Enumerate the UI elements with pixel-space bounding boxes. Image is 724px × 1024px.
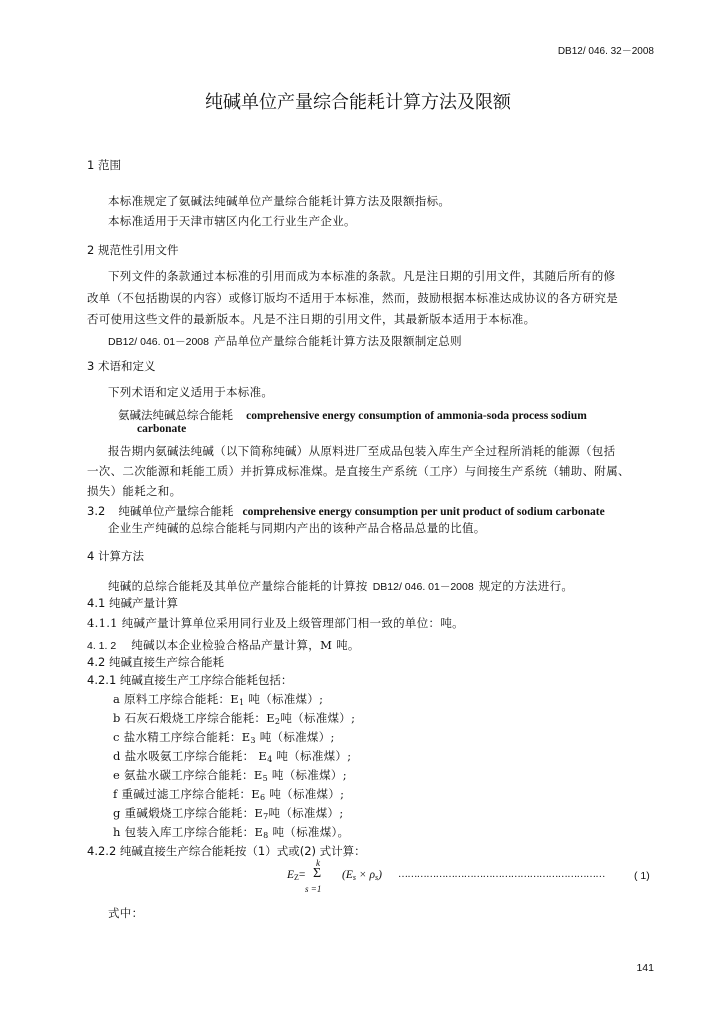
list-item: f 重碱过滤工序综合能耗：$E_6$ 吨（标准煤）; (113, 787, 345, 802)
section-3-heading: 3 术语和定义 (87, 359, 156, 373)
term-2-chinese: 纯碱单位产量综合能耗 (118, 504, 234, 518)
clause-4-1-2-number: 4. 1. 2 (87, 640, 117, 652)
clause-4-1-2-text: 纯碱以本企业检验合格品产量计算，M 吨。 (131, 638, 360, 652)
section-4-intro (108, 575, 573, 594)
page-title: 纯碱单位产量综合能耗计算方法及限额 (205, 92, 511, 113)
sum-upper-limit: k (316, 858, 320, 868)
doc-code: DB12/ 046. 32－2008 (557, 46, 654, 57)
list-item: b 石灰石煅烧工序综合能耗：$E_2$吨（标准煤）; (113, 711, 356, 726)
section-4-intro-code: DB12/ 046. 01－2008 (372, 581, 474, 593)
clause-4-2-2-heading: 4.2.2 纯碱直接生产综合能耗按（1）式或(2) 式计算： (87, 844, 366, 858)
term-1-def-line-3: 损失）能耗之和。 (87, 484, 182, 498)
section-4-heading: 4 计算方法 (87, 549, 144, 563)
section-1-para-1: 本标准规定了氨碱法纯碱单位产量综合能耗计算方法及限额指标。 (108, 194, 451, 208)
section-2-heading: 2 规范性引用文件 (87, 243, 179, 257)
clause-4-1-1: 4.1.1 纯碱产量计算单位采用同行业及上级管理部门相一致的单位：吨。 (87, 616, 464, 630)
list-item: e 氨盐水碳工序综合能耗：$E_5$ 吨（标准煤）; (113, 768, 347, 783)
term-2-number: 3.2 (87, 504, 106, 518)
section-4-intro-a: 纯碱的总综合能耗及其单位产量综合能耗的计算按 (108, 579, 368, 593)
list-item: a 原料工序综合能耗：$E_1$ 吨（标准煤）; (113, 692, 324, 707)
clause-4-2-heading: 4.2 纯碱直接生产综合能耗 (87, 655, 224, 669)
term-2-definition: 企业生产纯碱的总综合能耗与同期内产出的该种产品合格品总量的比值。 (108, 521, 486, 535)
term-2-title (87, 500, 605, 519)
term-2-english: comprehensive energy consumption per unit product of sodium carbonate (242, 506, 605, 518)
term-1-title (118, 404, 587, 423)
section-1-para-2: 本标准适用于天津市辖区内化工行业生产企业。 (108, 214, 356, 228)
term-1-def-line-2: 一次、二次能源和耗能工质）并折算成标准煤。是直接生产系统（工序）与间接生产系统（辅助、附属、 (87, 464, 630, 478)
term-1-english-cont: carbonate (137, 423, 187, 435)
section-2-reference (108, 330, 462, 349)
formula-body: $(E_s \times \rho_s)$ (342, 869, 382, 882)
section-2-para-line-3: 否可使用这些文件的最新版本。凡是不注日期的引用文件，其最新版本适用于本标准。 (87, 312, 536, 326)
list-item: c 盐水精工序综合能耗：$E_3$ 吨（标准煤）; (113, 730, 335, 745)
section-2-para-line-1: 下列文件的条款通过本标准的引用而成为本标准的条款。凡是注日期的引用文件，其随后所有的修 (108, 269, 616, 283)
section-2-para-line-2: 改单（不包括勘误的内容）或修订版均不适用于本标准，然而，鼓励根据本标准达成协议的各方研究是 (87, 291, 618, 305)
clause-4-1-heading: 4.1 纯碱产量计算 (87, 596, 178, 610)
reference-title: 产品单位产量综合能耗计算方法及限额制定总则 (214, 334, 462, 348)
formula-leader-dots: ………………………………………………………… (398, 869, 605, 880)
term-1-def-line-1: 报告期内氨碱法纯碱（以下简称纯碱）从原料进厂至成品包装入库生产全过程所消耗的能源（包括 (108, 444, 616, 458)
sum-lower-limit: s =1 (305, 884, 322, 894)
term-1-english: comprehensive energy consumption of ammonia-soda process sodium (246, 410, 587, 422)
formula-number: ( 1) (634, 870, 650, 882)
section-3-intro: 下列术语和定义适用于本标准。 (108, 385, 274, 399)
reference-code: DB12/ 046. 01－2008 (108, 336, 209, 348)
list-item: h 包装入库工序综合能耗：$E_8$ 吨（标准煤）。 (113, 825, 350, 840)
section-1-heading: 1 范围 (87, 158, 121, 172)
clause-4-1-2 (87, 634, 360, 653)
page-number: 141 (636, 962, 654, 974)
list-item: d 盐水吸氨工序综合能耗： $E_4$ 吨（标准煤）; (113, 749, 352, 764)
formula-lhs: $E_Z=$ (287, 869, 306, 882)
list-item: g 重碱煅烧工序综合能耗：$E_7$吨（标准煤）; (113, 806, 344, 821)
section-4-intro-b: 规定的方法进行。 (478, 579, 574, 593)
where-label: 式中： (108, 906, 144, 920)
sum-sign: Σ (313, 866, 322, 881)
term-1-chinese: 氨碱法纯碱总综合能耗 (118, 408, 233, 422)
clause-4-2-1-heading: 4.2.1 纯碱直接生产工序综合能耗包括： (87, 673, 293, 687)
